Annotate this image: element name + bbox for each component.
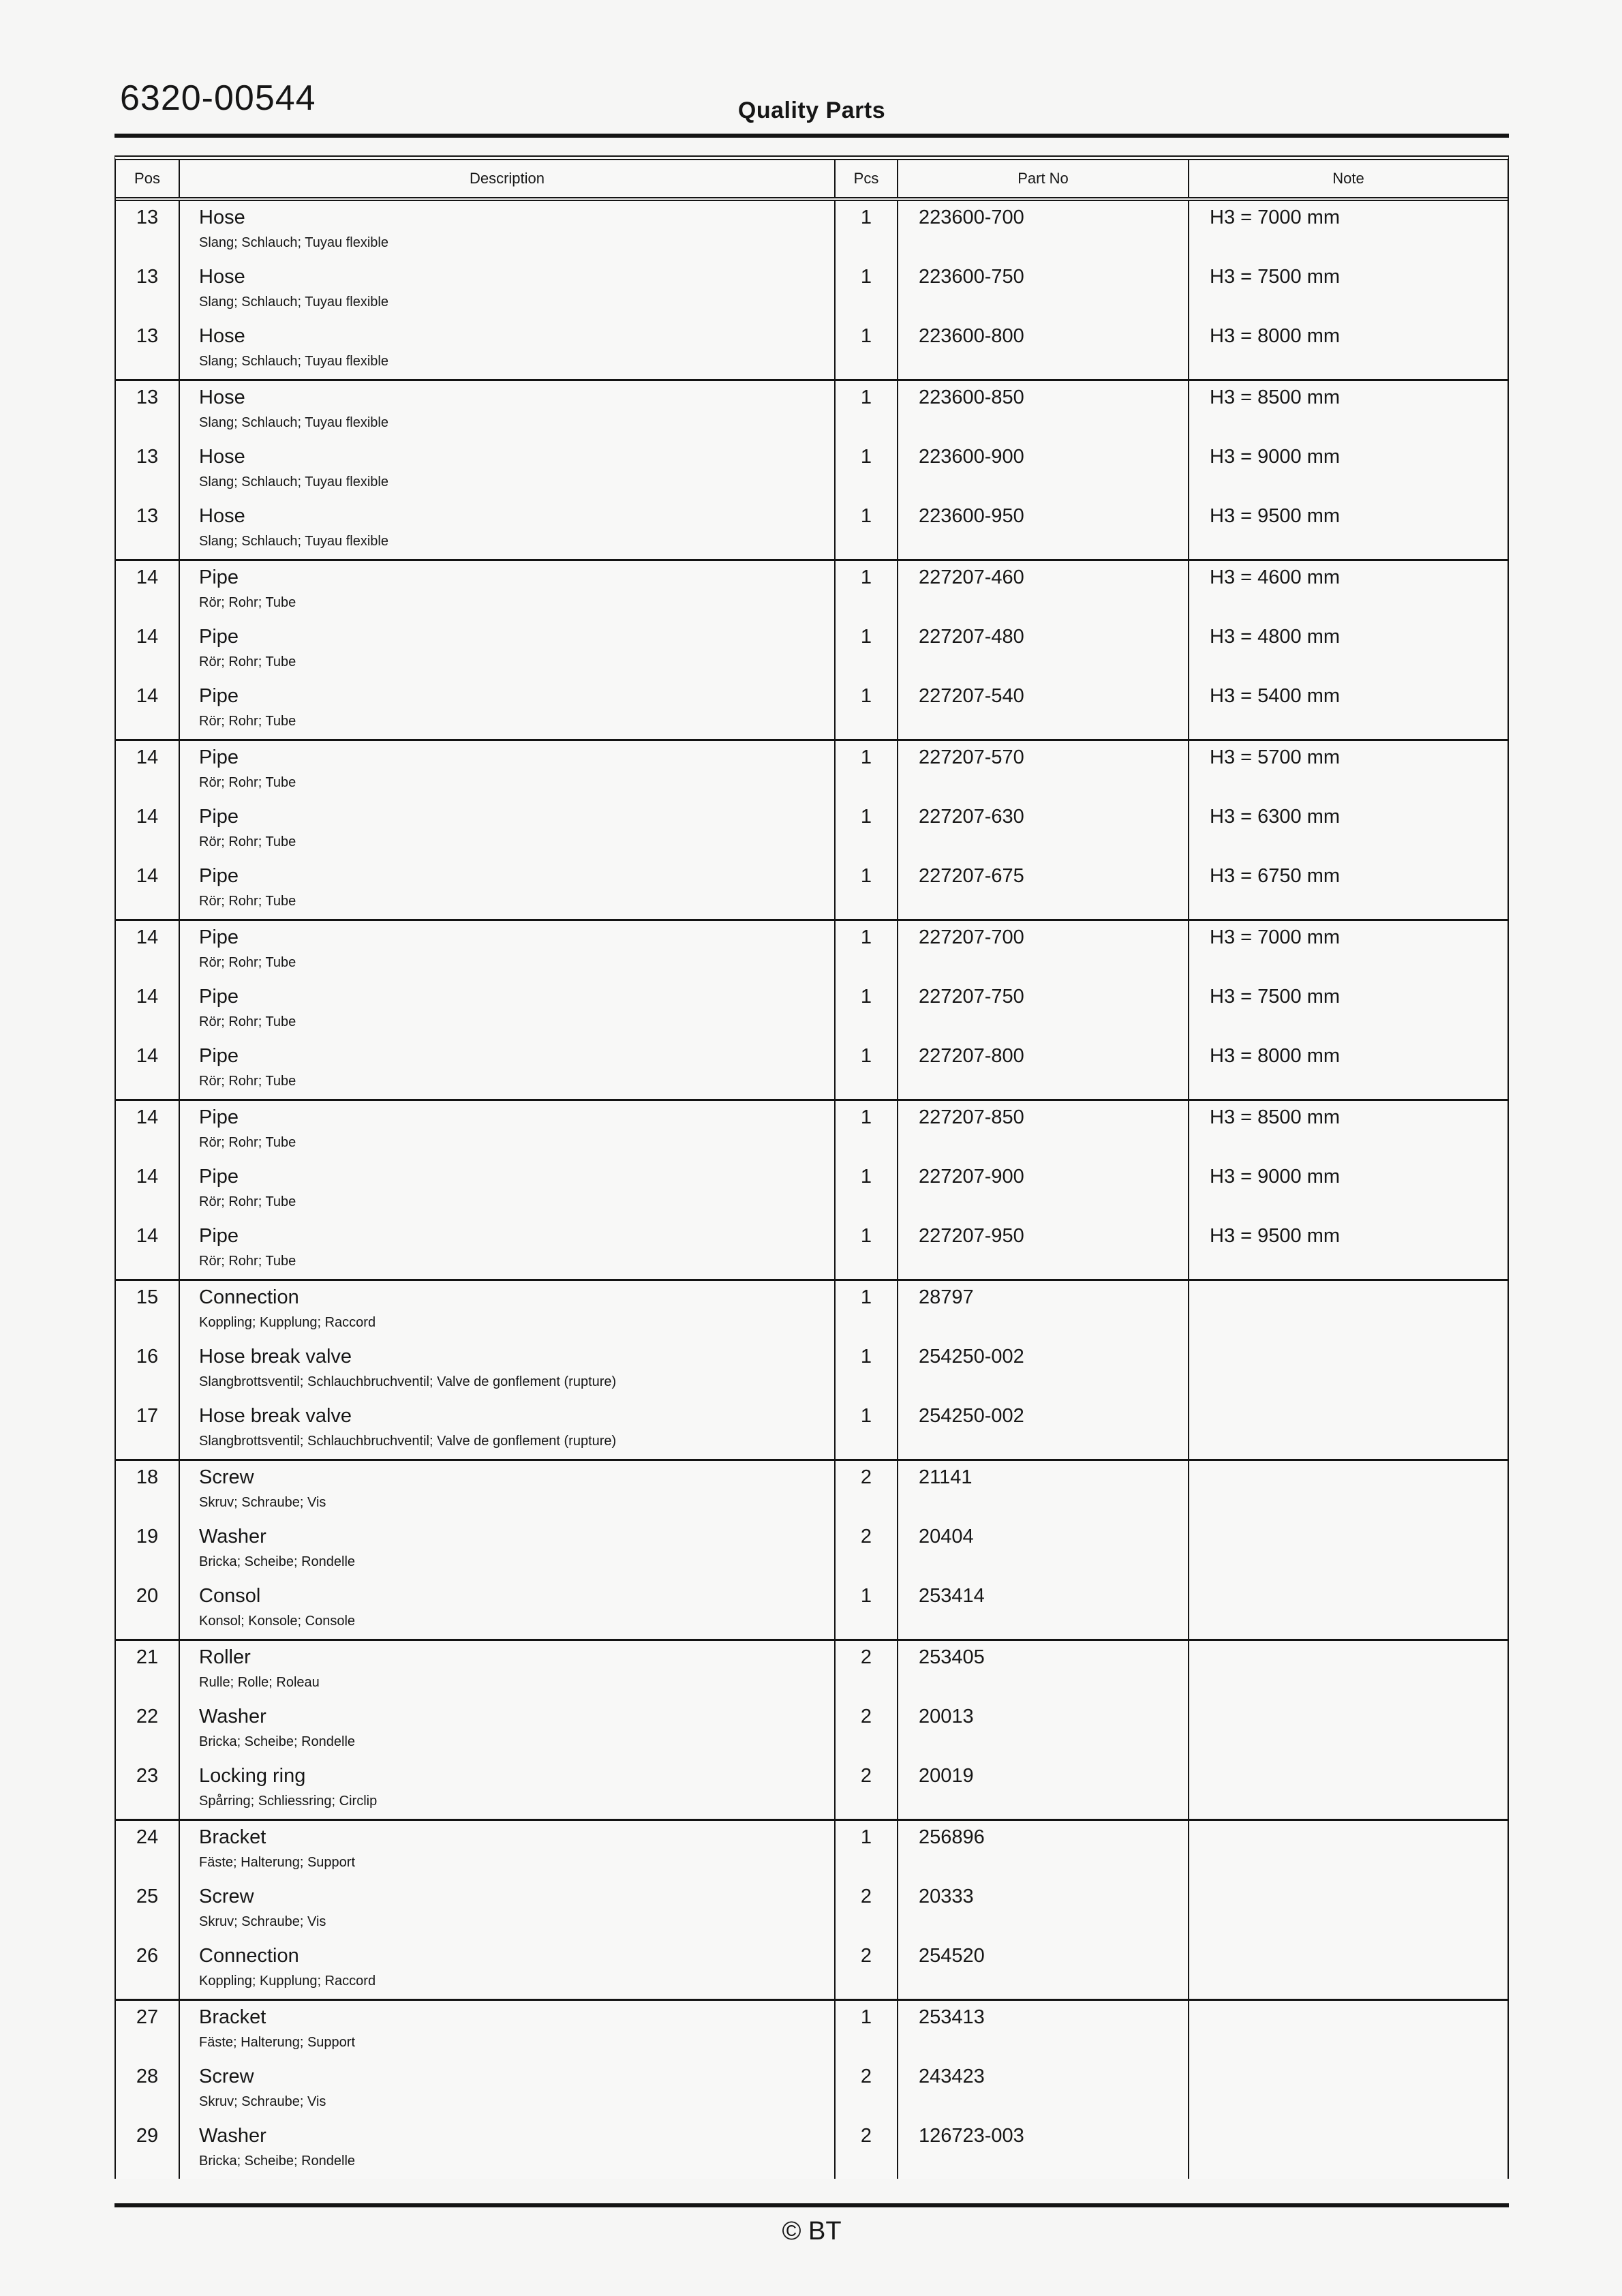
table-row <box>116 1101 1508 1160</box>
row-part-no: 254520 <box>897 1939 1188 1999</box>
table-row <box>116 1759 1508 1819</box>
row-pcs: 1 <box>834 1580 897 1639</box>
part-name: Hose break valve <box>199 1405 352 1427</box>
part-subtitle: Spårring; Schliessring; Circlip <box>199 1794 378 1809</box>
row-part-no: 28797 <box>897 1281 1188 1340</box>
row-note: H3 = 7500 mm <box>1188 980 1508 1040</box>
table-row <box>116 320 1508 379</box>
part-name: Pipe <box>199 567 239 588</box>
row-part-no: 243423 <box>897 2060 1188 2119</box>
table-header-row <box>116 160 1508 201</box>
row-description <box>179 561 834 620</box>
row-description <box>179 1939 834 1999</box>
row-note <box>1188 1939 1508 1999</box>
part-subtitle: Rör; Rohr; Tube <box>199 595 296 610</box>
part-name: Pipe <box>199 986 239 1008</box>
row-pcs: 1 <box>834 381 897 440</box>
part-subtitle: Rör; Rohr; Tube <box>199 714 296 729</box>
part-name: Washer <box>199 1526 266 1547</box>
row-pos: 14 <box>136 1045 159 1067</box>
document-number: 6320-00544 <box>120 78 316 118</box>
part-subtitle: Rör; Rohr; Tube <box>199 1074 296 1089</box>
column-header-pos: Pos <box>134 170 160 187</box>
row-description <box>179 1461 834 1520</box>
table-body <box>116 201 1508 2179</box>
row-pcs: 1 <box>834 800 897 860</box>
table-row <box>116 1400 1508 1459</box>
part-name: Screw <box>199 1466 254 1488</box>
part-subtitle: Skruv; Schraube; Vis <box>199 1495 326 1510</box>
row-note: H3 = 8000 mm <box>1188 1040 1508 1099</box>
row-part-no: 254250-002 <box>897 1400 1188 1459</box>
row-part-no: 227207-800 <box>897 1040 1188 1099</box>
table-row <box>116 741 1508 800</box>
row-note: H3 = 7500 mm <box>1188 260 1508 320</box>
row-part-no: 20019 <box>897 1759 1188 1819</box>
row-pos: 13 <box>136 446 159 468</box>
part-subtitle: Slang; Schlauch; Tuyau flexible <box>199 415 388 430</box>
row-note <box>1188 2119 1508 2179</box>
part-name: Pipe <box>199 926 239 948</box>
row-part-no: 21141 <box>897 1461 1188 1520</box>
row-pos: 25 <box>136 1886 159 1907</box>
part-subtitle: Fäste; Halterung; Support <box>199 1855 356 1870</box>
part-name: Hose <box>199 266 245 288</box>
row-pos: 20 <box>136 1585 159 1607</box>
row-note <box>1188 1520 1508 1580</box>
row-description <box>179 440 834 500</box>
row-pos: 13 <box>136 207 159 228</box>
row-pcs: 1 <box>834 620 897 680</box>
row-description <box>179 1340 834 1400</box>
table-row <box>116 1160 1508 1220</box>
row-group <box>116 379 1508 559</box>
row-note: H3 = 7000 mm <box>1188 201 1508 260</box>
part-subtitle: Skruv; Schraube; Vis <box>199 1914 326 1929</box>
part-name: Pipe <box>199 1106 239 1128</box>
part-subtitle: Slang; Schlauch; Tuyau flexible <box>199 235 388 250</box>
part-name: Hose <box>199 446 245 468</box>
part-name: Screw <box>199 2066 254 2087</box>
row-note: H3 = 8500 mm <box>1188 1101 1508 1160</box>
part-name: Washer <box>199 2125 266 2147</box>
row-pcs: 2 <box>834 1939 897 1999</box>
row-pcs: 1 <box>834 1281 897 1340</box>
part-name: Hose <box>199 325 245 347</box>
row-pos: 14 <box>136 1166 159 1188</box>
row-part-no: 20013 <box>897 1700 1188 1759</box>
row-part-no: 20333 <box>897 1880 1188 1939</box>
table-row <box>116 860 1508 919</box>
part-subtitle: Slangbrottsventil; Schlauchbruchventil; Valve de gonflement (rupture) <box>199 1434 617 1449</box>
row-group <box>116 1639 1508 1819</box>
page <box>114 0 1509 2246</box>
table-row <box>116 2119 1508 2179</box>
row-note <box>1188 1759 1508 1819</box>
table-row <box>116 921 1508 980</box>
row-pcs: 1 <box>834 500 897 559</box>
row-pos: 14 <box>136 567 159 588</box>
part-name: Bracket <box>199 1826 266 1848</box>
row-description <box>179 2119 834 2179</box>
row-pos: 13 <box>136 266 159 288</box>
parts-table <box>114 155 1509 2179</box>
row-note <box>1188 1700 1508 1759</box>
row-description <box>179 1880 834 1939</box>
table-row <box>116 1580 1508 1639</box>
row-description <box>179 860 834 919</box>
row-description <box>179 1281 834 1340</box>
row-note: H3 = 6300 mm <box>1188 800 1508 860</box>
row-part-no: 223600-850 <box>897 381 1188 440</box>
table-row <box>116 500 1508 559</box>
row-part-no: 253414 <box>897 1580 1188 1639</box>
table-row <box>116 381 1508 440</box>
row-description <box>179 381 834 440</box>
row-note <box>1188 1821 1508 1880</box>
row-part-no: 227207-570 <box>897 741 1188 800</box>
table-row <box>116 1700 1508 1759</box>
row-pos: 14 <box>136 1225 159 1247</box>
row-description <box>179 2060 834 2119</box>
row-pcs: 1 <box>834 2001 897 2060</box>
row-description <box>179 1580 834 1639</box>
row-group <box>116 559 1508 739</box>
row-part-no: 256896 <box>897 1821 1188 1880</box>
row-pos: 13 <box>136 325 159 347</box>
table-row <box>116 800 1508 860</box>
part-name: Pipe <box>199 865 239 887</box>
row-description <box>179 1101 834 1160</box>
row-pcs: 1 <box>834 201 897 260</box>
part-subtitle: Slang; Schlauch; Tuyau flexible <box>199 354 388 369</box>
row-note <box>1188 1340 1508 1400</box>
part-subtitle: Konsol; Konsole; Console <box>199 1614 356 1629</box>
row-note <box>1188 2001 1508 2060</box>
part-subtitle: Koppling; Kupplung; Raccord <box>199 1315 376 1330</box>
table-row <box>116 2060 1508 2119</box>
row-pos: 13 <box>136 387 159 408</box>
table-row <box>116 1880 1508 1939</box>
table-row <box>116 201 1508 260</box>
row-part-no: 254250-002 <box>897 1340 1188 1400</box>
row-group <box>116 919 1508 1099</box>
part-subtitle: Rör; Rohr; Tube <box>199 955 296 970</box>
table-row <box>116 1040 1508 1099</box>
row-note: H3 = 9000 mm <box>1188 1160 1508 1220</box>
row-pos: 22 <box>136 1706 159 1727</box>
part-subtitle: Slangbrottsventil; Schlauchbruchventil; Valve de gonflement (rupture) <box>199 1374 617 1389</box>
part-name: Pipe <box>199 746 239 768</box>
row-note: H3 = 9500 mm <box>1188 1220 1508 1279</box>
row-description <box>179 320 834 379</box>
part-subtitle: Slang; Schlauch; Tuyau flexible <box>199 474 388 489</box>
row-pcs: 1 <box>834 440 897 500</box>
row-part-no: 227207-480 <box>897 620 1188 680</box>
row-pcs: 2 <box>834 1700 897 1759</box>
row-note <box>1188 1281 1508 1340</box>
part-name: Bracket <box>199 2006 266 2028</box>
part-subtitle: Rör; Rohr; Tube <box>199 775 296 790</box>
row-part-no: 223600-950 <box>897 500 1188 559</box>
row-description <box>179 1040 834 1099</box>
row-pcs: 1 <box>834 980 897 1040</box>
part-subtitle: Skruv; Schraube; Vis <box>199 2094 326 2109</box>
row-group <box>116 201 1508 379</box>
row-pos: 14 <box>136 626 159 648</box>
row-part-no: 223600-700 <box>897 201 1188 260</box>
part-name: Pipe <box>199 1225 239 1247</box>
column-header-pcs: Pcs <box>834 160 897 197</box>
row-pcs: 2 <box>834 1520 897 1580</box>
row-group <box>116 739 1508 919</box>
row-note: H3 = 8500 mm <box>1188 381 1508 440</box>
part-name: Hose break valve <box>199 1346 352 1368</box>
row-description <box>179 1220 834 1279</box>
part-name: Washer <box>199 1706 266 1727</box>
part-subtitle: Rör; Rohr; Tube <box>199 1194 296 1209</box>
row-pcs: 1 <box>834 1220 897 1279</box>
row-part-no: 20404 <box>897 1520 1188 1580</box>
page-title: Quality Parts <box>737 97 886 123</box>
part-subtitle: Rör; Rohr; Tube <box>199 1254 296 1269</box>
row-note <box>1188 1880 1508 1939</box>
row-part-no: 227207-750 <box>897 980 1188 1040</box>
row-description <box>179 741 834 800</box>
row-pcs: 1 <box>834 921 897 980</box>
row-description <box>179 921 834 980</box>
row-pos: 13 <box>136 505 159 527</box>
part-name: Screw <box>199 1886 254 1907</box>
part-subtitle: Bricka; Scheibe; Rondelle <box>199 2154 356 2169</box>
row-description <box>179 680 834 739</box>
row-pcs: 1 <box>834 1340 897 1400</box>
row-group <box>116 1459 1508 1639</box>
row-part-no: 227207-850 <box>897 1101 1188 1160</box>
header-rule <box>114 134 1509 138</box>
row-pcs: 1 <box>834 1400 897 1459</box>
row-part-no: 223600-750 <box>897 260 1188 320</box>
part-name: Locking ring <box>199 1765 306 1787</box>
page-header <box>114 0 1509 134</box>
part-name: Hose <box>199 505 245 527</box>
row-group <box>116 1279 1508 1459</box>
part-subtitle: Rör; Rohr; Tube <box>199 894 296 909</box>
row-group <box>116 1999 1508 2179</box>
part-name: Pipe <box>199 626 239 648</box>
row-pcs: 2 <box>834 1461 897 1520</box>
table-row <box>116 260 1508 320</box>
row-pcs: 1 <box>834 860 897 919</box>
row-description <box>179 1700 834 1759</box>
row-group <box>116 1819 1508 1999</box>
column-header-description: Description <box>179 160 834 197</box>
row-part-no: 223600-900 <box>897 440 1188 500</box>
part-subtitle: Rulle; Rolle; Roleau <box>199 1675 320 1690</box>
row-pcs: 2 <box>834 2060 897 2119</box>
part-subtitle: Rör; Rohr; Tube <box>199 834 296 849</box>
part-name: Hose <box>199 207 245 228</box>
row-description <box>179 1160 834 1220</box>
row-description <box>179 620 834 680</box>
row-note: H3 = 4600 mm <box>1188 561 1508 620</box>
part-subtitle: Bricka; Scheibe; Rondelle <box>199 1734 356 1749</box>
row-description <box>179 1821 834 1880</box>
part-name: Consol <box>199 1585 261 1607</box>
row-pos: 14 <box>136 986 159 1008</box>
table-row <box>116 440 1508 500</box>
part-name: Connection <box>199 1945 299 1967</box>
row-part-no: 227207-675 <box>897 860 1188 919</box>
row-description <box>179 500 834 559</box>
row-pos: 14 <box>136 685 159 707</box>
row-pos: 14 <box>136 806 159 828</box>
row-pcs: 1 <box>834 741 897 800</box>
row-pos: 29 <box>136 2125 159 2147</box>
row-pos: 14 <box>136 1106 159 1128</box>
row-note: H3 = 6750 mm <box>1188 860 1508 919</box>
row-description <box>179 1400 834 1459</box>
part-subtitle: Bricka; Scheibe; Rondelle <box>199 1554 356 1569</box>
table-row <box>116 1340 1508 1400</box>
part-subtitle: Rör; Rohr; Tube <box>199 654 296 669</box>
table-row <box>116 620 1508 680</box>
table-row <box>116 1220 1508 1279</box>
part-subtitle: Fäste; Halterung; Support <box>199 2035 356 2050</box>
row-note <box>1188 2060 1508 2119</box>
row-pcs: 2 <box>834 2119 897 2179</box>
column-header-part-no: Part No <box>897 160 1188 197</box>
row-pos: 16 <box>136 1346 159 1368</box>
table-row <box>116 2001 1508 2060</box>
row-note: H3 = 8000 mm <box>1188 320 1508 379</box>
row-pos: 14 <box>136 746 159 768</box>
table-row <box>116 1641 1508 1700</box>
copyright-text: © BT <box>782 2217 842 2246</box>
row-description <box>179 2001 834 2060</box>
row-note: H3 = 7000 mm <box>1188 921 1508 980</box>
row-part-no: 227207-540 <box>897 680 1188 739</box>
row-note <box>1188 1461 1508 1520</box>
table-row <box>116 1821 1508 1880</box>
row-pcs: 1 <box>834 1101 897 1160</box>
row-description <box>179 980 834 1040</box>
row-description <box>179 1520 834 1580</box>
row-pos: 24 <box>136 1826 159 1848</box>
table-row <box>116 680 1508 739</box>
row-pos: 19 <box>136 1526 159 1547</box>
table-row <box>116 1281 1508 1340</box>
part-name: Hose <box>199 387 245 408</box>
part-subtitle: Slang; Schlauch; Tuyau flexible <box>199 294 388 309</box>
row-part-no: 253405 <box>897 1641 1188 1700</box>
row-note: H3 = 5400 mm <box>1188 680 1508 739</box>
part-subtitle: Rör; Rohr; Tube <box>199 1014 296 1029</box>
row-pos: 27 <box>136 2006 159 2028</box>
row-pos: 26 <box>136 1945 159 1967</box>
part-subtitle: Slang; Schlauch; Tuyau flexible <box>199 534 388 549</box>
row-note: H3 = 9500 mm <box>1188 500 1508 559</box>
footer-rule <box>114 2203 1509 2207</box>
row-note: H3 = 9000 mm <box>1188 440 1508 500</box>
row-group <box>116 1099 1508 1279</box>
row-pos: 14 <box>136 865 159 887</box>
row-description <box>179 800 834 860</box>
part-name: Pipe <box>199 1166 239 1188</box>
row-pos: 21 <box>136 1646 159 1668</box>
row-part-no: 126723-003 <box>897 2119 1188 2179</box>
row-pcs: 1 <box>834 1040 897 1099</box>
row-pos: 23 <box>136 1765 159 1787</box>
row-pcs: 1 <box>834 1821 897 1880</box>
table-row <box>116 561 1508 620</box>
row-description <box>179 260 834 320</box>
row-pos: 17 <box>136 1405 159 1427</box>
part-name: Roller <box>199 1646 251 1668</box>
row-pos: 15 <box>136 1286 159 1308</box>
row-part-no: 223600-800 <box>897 320 1188 379</box>
part-subtitle: Koppling; Kupplung; Raccord <box>199 1974 376 1989</box>
column-header-note: Note <box>1188 160 1508 197</box>
part-name: Pipe <box>199 685 239 707</box>
row-part-no: 227207-630 <box>897 800 1188 860</box>
row-pcs: 1 <box>834 260 897 320</box>
part-name: Pipe <box>199 806 239 828</box>
row-note <box>1188 1641 1508 1700</box>
table-row <box>116 980 1508 1040</box>
row-note <box>1188 1400 1508 1459</box>
row-description <box>179 201 834 260</box>
row-part-no: 227207-460 <box>897 561 1188 620</box>
table-row <box>116 1520 1508 1580</box>
row-note: H3 = 4800 mm <box>1188 620 1508 680</box>
row-pcs: 2 <box>834 1880 897 1939</box>
row-pcs: 1 <box>834 561 897 620</box>
row-note: H3 = 5700 mm <box>1188 741 1508 800</box>
part-name: Connection <box>199 1286 299 1308</box>
part-name: Pipe <box>199 1045 239 1067</box>
row-pcs: 1 <box>834 680 897 739</box>
row-pcs: 2 <box>834 1641 897 1700</box>
row-part-no: 227207-950 <box>897 1220 1188 1279</box>
table-row <box>116 1939 1508 1999</box>
row-note <box>1188 1580 1508 1639</box>
row-pos: 18 <box>136 1466 159 1488</box>
part-subtitle: Rör; Rohr; Tube <box>199 1135 296 1150</box>
row-description <box>179 1759 834 1819</box>
row-pos: 28 <box>136 2066 159 2087</box>
row-part-no: 253413 <box>897 2001 1188 2060</box>
row-part-no: 227207-900 <box>897 1160 1188 1220</box>
row-pcs: 1 <box>834 320 897 379</box>
row-pcs: 2 <box>834 1759 897 1819</box>
row-pcs: 1 <box>834 1160 897 1220</box>
table-row <box>116 1461 1508 1520</box>
row-description <box>179 1641 834 1700</box>
row-pos: 14 <box>136 926 159 948</box>
row-part-no: 227207-700 <box>897 921 1188 980</box>
